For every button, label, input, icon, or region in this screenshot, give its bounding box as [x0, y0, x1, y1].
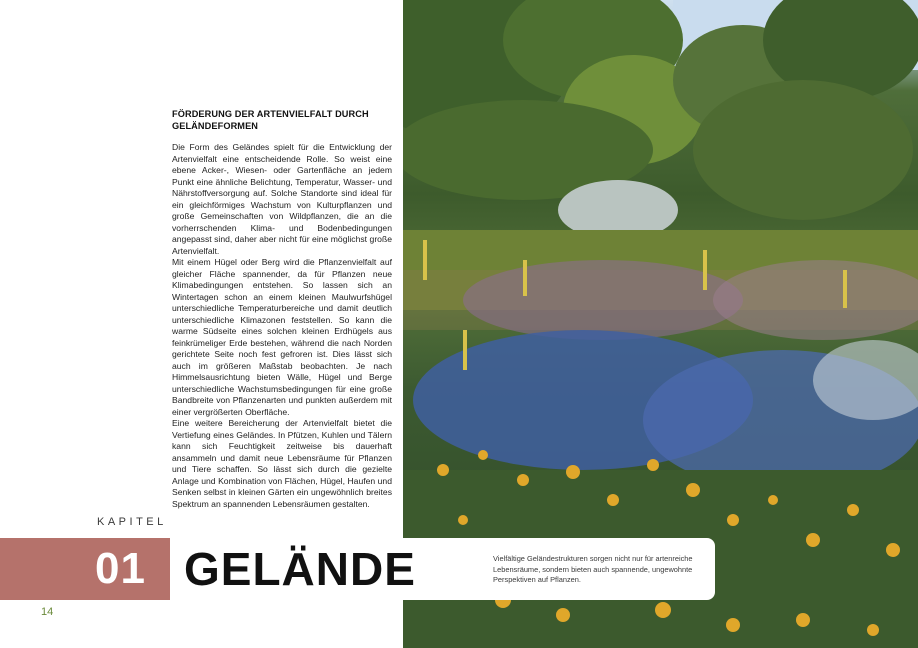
- photo-caption: Vielfältige Geländestrukturen sorgen nicht nur für artenreiche Lebensräume, sondern bieten auch spannende, ungewohnte Perspektiven auf Pflanzen.: [493, 554, 693, 584]
- paragraph-1: Die Form des Geländes spielt für die Entwicklung der Artenvielfalt eine entscheidende Rolle. So weist eine ebene Acker-, Wiesen- oder Gartenfläche an jedem Punkt eine ähnliche Belichtung, Temperatur, Wasser- und Nährstoffversorgung auf. Solche Standorte sind ideal für ein gleichförmiges Wachstum von Kulturpflanzen und große Gemeinschaften von Wildpflanzen, die an die vorherrschenden Klima- und Bodenbedingungen angepasst sind, daher aber nicht für eine möglichst große Artenvielfalt.: [172, 142, 392, 256]
- chapter-title: GELÄNDE: [184, 543, 416, 595]
- chapter-label: KAPITEL: [97, 516, 167, 528]
- chapter-number: 01: [95, 544, 146, 593]
- page-number: 14: [41, 606, 54, 618]
- paragraph-3: Eine weitere Bereicherung der Artenvielfalt bietet die Vertiefung eines Geländes. In Pfützen, Kuhlen und Tälern kann sich Feuchtigkeit zeitweise bis dauerhaft ansammeln und damit neue Lebensräume für Pflanzen und Tiere schaffen. So lässt sich durch die gezielte Anlage und Kombination von Flächen, Hügel, Haufen und Senken selbst in kleinen Gärten ein ungewöhnlich breites Spektrum an spannenden Lebensräumen gestalten.: [172, 418, 392, 509]
- article-text: [172, 108, 392, 510]
- article-heading: FÖRDERUNG DER ARTENVIELFALT DURCH GELÄNDEFORMEN: [172, 109, 369, 131]
- paragraph-2: Mit einem Hügel oder Berg wird die Pflanzenvielfalt auf gleicher Fläche spannender, da für Pflanzen neue Klimabedingungen entstehen. So lassen sich an Wintertagen schon an einem kleinen Maulwurfshügel unterschiedliche Temperaturbereiche und damit deutlich unterschiedliche Klimazonen feststellen. So kann die warme Südseite eines solchen kleinen Erdhügels aus feinkrümeliger Erde bestehen, während die nach Norden gerichtete Seite noch fest gefroren ist. Dies lässt sich auch im größeren Maßstab beobachten. Je nach Himmelsausrichtung bieten Wälle, Hügel und Berge unterschiedliche Wachstumsbedingungen für eine große Bandbreite von Pflanzenarten und punkten außerdem mit einer vergrößerten Oberfläche.: [172, 257, 392, 417]
